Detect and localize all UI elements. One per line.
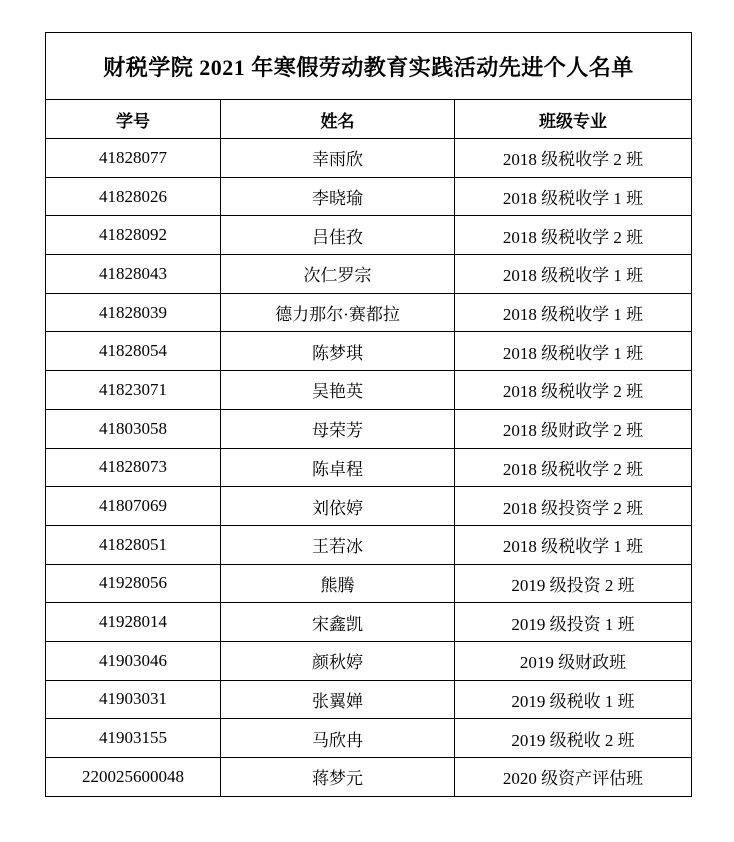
cell-student-id: 41828092 [46, 216, 221, 255]
table-row [46, 177, 692, 216]
cell-student-id: 41903031 [46, 680, 221, 719]
cell-name: 吕佳孜 [221, 216, 455, 255]
cell-name: 蒋梦元 [221, 758, 455, 797]
cell-class-major: 2018 级税收学 2 班 [455, 371, 692, 410]
cell-student-id: 41828043 [46, 255, 221, 294]
cell-name: 熊腾 [221, 564, 455, 603]
table-title: 财税学院 2021 年寒假劳动教育实践活动先进个人名单 [46, 33, 692, 100]
cell-class-major: 2018 级税收学 1 班 [455, 332, 692, 371]
cell-name: 陈卓程 [221, 448, 455, 487]
cell-class-major: 2018 级税收学 2 班 [455, 448, 692, 487]
table-row [46, 371, 692, 410]
cell-class-major: 2018 级税收学 2 班 [455, 139, 692, 178]
cell-class-major: 2019 级税收 2 班 [455, 719, 692, 758]
table-row [46, 564, 692, 603]
cell-student-id: 41828039 [46, 293, 221, 332]
cell-name: 刘依婷 [221, 487, 455, 526]
table-row [46, 680, 692, 719]
cell-class-major: 2018 级税收学 1 班 [455, 255, 692, 294]
cell-class-major: 2018 级税收学 2 班 [455, 216, 692, 255]
cell-class-major: 2018 级财政学 2 班 [455, 409, 692, 448]
cell-name: 母荣芳 [221, 409, 455, 448]
cell-class-major: 2019 级财政班 [455, 641, 692, 680]
table-row [46, 487, 692, 526]
table-row [46, 758, 692, 797]
cell-student-id: 41803058 [46, 409, 221, 448]
cell-class-major: 2018 级税收学 1 班 [455, 293, 692, 332]
cell-student-id: 41828054 [46, 332, 221, 371]
table-row [46, 409, 692, 448]
cell-student-id: 41823071 [46, 371, 221, 410]
cell-class-major: 2018 级税收学 1 班 [455, 177, 692, 216]
cell-name: 陈梦琪 [221, 332, 455, 371]
table-row [46, 719, 692, 758]
cell-name: 马欣冉 [221, 719, 455, 758]
cell-student-id: 41903046 [46, 641, 221, 680]
table-row [46, 448, 692, 487]
table-row [46, 641, 692, 680]
cell-student-id: 41928056 [46, 564, 221, 603]
cell-student-id: 41903155 [46, 719, 221, 758]
cell-name: 颜秋婷 [221, 641, 455, 680]
title-row [46, 33, 692, 100]
cell-student-id: 41828073 [46, 448, 221, 487]
table-row [46, 525, 692, 564]
header-row [46, 100, 692, 139]
cell-class-major: 2019 级税收 1 班 [455, 680, 692, 719]
column-header-student-id: 学号 [46, 100, 221, 139]
cell-student-id: 41828026 [46, 177, 221, 216]
column-header-name: 姓名 [221, 100, 455, 139]
cell-student-id: 41807069 [46, 487, 221, 526]
cell-name: 次仁罗宗 [221, 255, 455, 294]
table-body [46, 139, 692, 797]
cell-name: 幸雨欣 [221, 139, 455, 178]
table-row [46, 216, 692, 255]
cell-student-id: 41828051 [46, 525, 221, 564]
cell-class-major: 2018 级税收学 1 班 [455, 525, 692, 564]
cell-class-major: 2019 级投资 1 班 [455, 603, 692, 642]
column-header-class-major: 班级专业 [455, 100, 692, 139]
roster-table [45, 32, 692, 797]
table-row [46, 255, 692, 294]
cell-name: 张翼婵 [221, 680, 455, 719]
cell-name: 王若冰 [221, 525, 455, 564]
table-row [46, 332, 692, 371]
cell-class-major: 2020 级资产评估班 [455, 758, 692, 797]
cell-student-id: 41828077 [46, 139, 221, 178]
cell-name: 李晓瑜 [221, 177, 455, 216]
cell-name: 吴艳英 [221, 371, 455, 410]
cell-name: 宋鑫凯 [221, 603, 455, 642]
cell-student-id: 220025600048 [46, 758, 221, 797]
table-row [46, 603, 692, 642]
cell-student-id: 41928014 [46, 603, 221, 642]
cell-class-major: 2019 级投资 2 班 [455, 564, 692, 603]
cell-name: 德力那尔·赛都拉 [221, 293, 455, 332]
table-row [46, 293, 692, 332]
cell-class-major: 2018 级投资学 2 班 [455, 487, 692, 526]
table-row [46, 139, 692, 178]
